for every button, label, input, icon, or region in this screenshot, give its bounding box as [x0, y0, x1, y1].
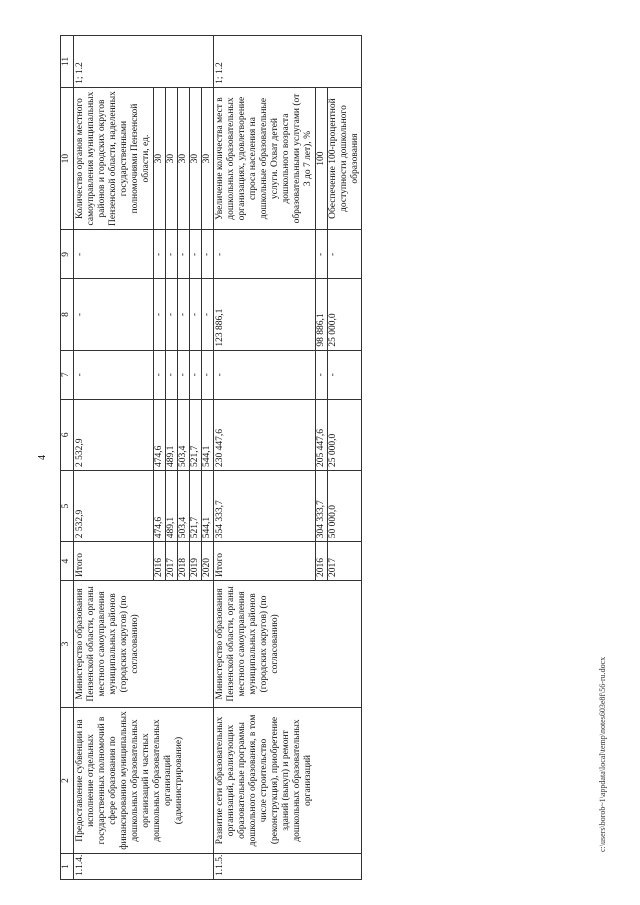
goal-ref: 1; 1.2 — [214, 36, 362, 88]
year-cell: 2019 — [190, 542, 202, 581]
year-cell: Итого — [214, 542, 316, 581]
header-cell: 11 — [61, 36, 74, 88]
goal-ref: 1; 1.2 — [74, 36, 214, 88]
value-cell: - — [178, 279, 190, 350]
year-cell: 2017 — [166, 542, 178, 581]
value-cell: - — [316, 230, 328, 279]
value-cell: - — [178, 350, 190, 399]
header-cell: 2 — [61, 707, 74, 853]
item-name: Развитие сети образовательных организаций, реализующих образовательные программы дошкольного образования, в том числе строительство (реконструкция), приобретение зданий (выкуп) и ремонт дошкольных образовательных организаций — [214, 707, 362, 853]
year-cell: 2018 — [178, 542, 190, 581]
header-cell: 3 — [61, 581, 74, 708]
value-cell: 2 532,9 — [74, 399, 154, 470]
item-executor: Министерство образования Пензенской области, органы местного самоуправления муниципальных районов (городских округов) (по согласованию) — [214, 581, 362, 708]
item-executor: Министерство образования Пензенской области, органы местного самоуправления муниципальных районов (городских округов) (по согласованию) — [74, 581, 214, 708]
value-cell: - — [202, 350, 214, 399]
header-cell: 5 — [61, 471, 74, 542]
value-cell: 503,4 — [178, 399, 190, 470]
value-cell: 230 447,6 — [214, 399, 316, 470]
year-cell: 2016 — [154, 542, 166, 581]
value-cell: - — [190, 230, 202, 279]
year-cell: 2020 — [202, 542, 214, 581]
value-cell: - — [328, 230, 362, 279]
value-cell: - — [166, 230, 178, 279]
value-cell: 98 886,1 — [316, 279, 328, 350]
value-cell: - — [214, 230, 316, 279]
item-name: Предоставление субвенции на исполнение отдельных государственных полномочий в сфере образования по финансированию муниципальных дошкольных образовательных организаций и частных дошкольных образовательных организаций (администрирование) — [74, 707, 214, 853]
row-1-1-5-total — [214, 36, 316, 880]
value-cell: - — [74, 230, 154, 279]
value-cell: 521,7 — [190, 471, 202, 542]
value-cell: 544,1 — [202, 471, 214, 542]
value-cell: - — [74, 279, 154, 350]
value-cell: 474,6 — [154, 471, 166, 542]
page-number: 4 — [37, 455, 48, 460]
indicator-value: 30 — [154, 87, 166, 229]
program-table — [60, 35, 362, 880]
value-cell: - — [166, 279, 178, 350]
year-cell: 2017 — [328, 542, 362, 581]
value-cell: 123 886,1 — [214, 279, 316, 350]
value-cell: - — [190, 279, 202, 350]
value-cell: 25 000,0 — [328, 399, 362, 470]
value-cell: 2 532,9 — [74, 471, 154, 542]
value-cell: 205 447,6 — [316, 399, 328, 470]
value-cell: - — [316, 350, 328, 399]
value-cell: 50 000,0 — [328, 471, 362, 542]
value-cell: 489,1 — [166, 471, 178, 542]
value-cell: 474,6 — [154, 399, 166, 470]
indicator-value: 100 — [316, 87, 328, 229]
value-cell: - — [154, 350, 166, 399]
header-cell: 7 — [61, 350, 74, 399]
value-cell: 489,1 — [166, 399, 178, 470]
value-cell: 503,4 — [178, 471, 190, 542]
value-cell: - — [202, 279, 214, 350]
value-cell: - — [166, 350, 178, 399]
indicator-cell: Количество органов местного самоуправления муниципальных районов и городских округов Пензенской области, наделенных государственными полномочиями Пензенской области, ед. — [74, 87, 154, 229]
value-cell: - — [154, 230, 166, 279]
indicator-value: 30 — [166, 87, 178, 229]
header-row — [61, 36, 74, 880]
item-number: 1.1.4. — [74, 854, 214, 880]
value-cell: - — [328, 350, 362, 399]
year-cell: 2016 — [316, 542, 328, 581]
value-cell: 25 000,0 — [328, 279, 362, 350]
rotated-table-container — [60, 35, 362, 880]
value-cell: - — [178, 230, 190, 279]
value-cell: - — [202, 230, 214, 279]
footer-file-path: c:\users\borob~1\appdata\local\temp\notes603e8f\56-ru.docx — [598, 656, 607, 852]
indicator-cell: Увеличение количества мест в дошкольных образовательных организациях, удовлетворение спроса населения на дошкольные образовательные услуги. Охват детей дошкольного возраста образовательными услугами (от 3 до 7 лет), % — [214, 87, 316, 229]
header-cell: 10 — [61, 87, 74, 229]
header-cell: 1 — [61, 854, 74, 880]
indicator-value: 30 — [178, 87, 190, 229]
value-cell: 354 333,7 — [214, 471, 316, 542]
value-cell: 521,7 — [190, 399, 202, 470]
indicator-value: Обеспечение 100-процентной доступности дошкольного образования — [328, 87, 362, 229]
header-cell: 6 — [61, 399, 74, 470]
indicator-value: 30 — [190, 87, 202, 229]
indicator-value: 30 — [202, 87, 214, 229]
value-cell: 304 333,7 — [316, 471, 328, 542]
item-number: 1.1.5. — [214, 854, 362, 880]
value-cell: - — [214, 350, 316, 399]
value-cell: 544,1 — [202, 399, 214, 470]
value-cell: - — [190, 350, 202, 399]
value-cell: - — [74, 350, 154, 399]
header-cell: 8 — [61, 279, 74, 350]
year-cell: Итого — [74, 542, 154, 581]
row-1-1-4-total — [74, 36, 154, 880]
header-cell: 9 — [61, 230, 74, 279]
value-cell: - — [154, 279, 166, 350]
header-cell: 4 — [61, 542, 74, 581]
